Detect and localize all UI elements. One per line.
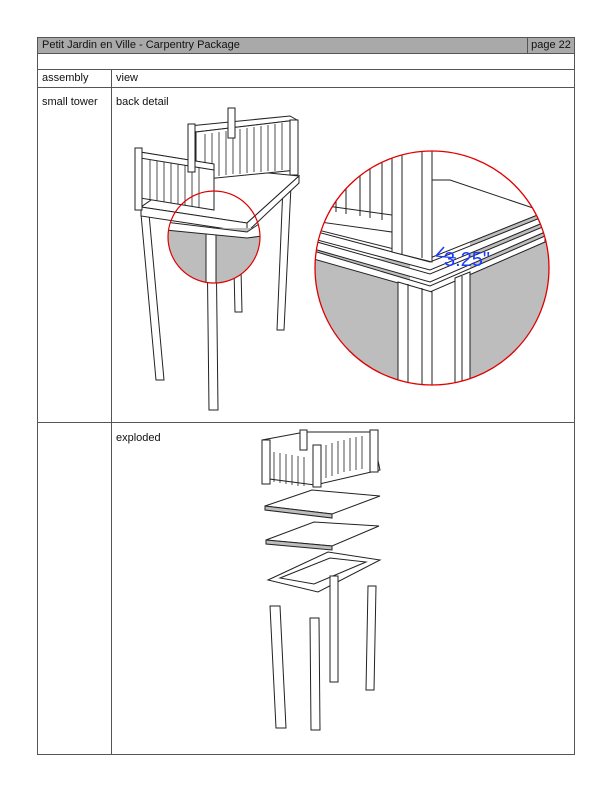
exploded-drawing: [262, 430, 380, 730]
page-number: page 22: [527, 38, 574, 53]
row-1-view: back detail: [116, 96, 169, 108]
document-title: Petit Jardin en Ville - Carpentry Package: [42, 39, 240, 51]
row-1-assembly: small tower: [42, 96, 98, 108]
exploded-leg-1: [270, 606, 286, 728]
row-2-view: exploded: [116, 432, 161, 444]
enlarged-detail: [310, 148, 560, 390]
tower-leg-front-left: [141, 214, 164, 380]
assembly-column-header: assembly: [42, 72, 89, 84]
view-column-header: view: [116, 72, 139, 84]
dimension-label: 3.25": [444, 249, 491, 271]
